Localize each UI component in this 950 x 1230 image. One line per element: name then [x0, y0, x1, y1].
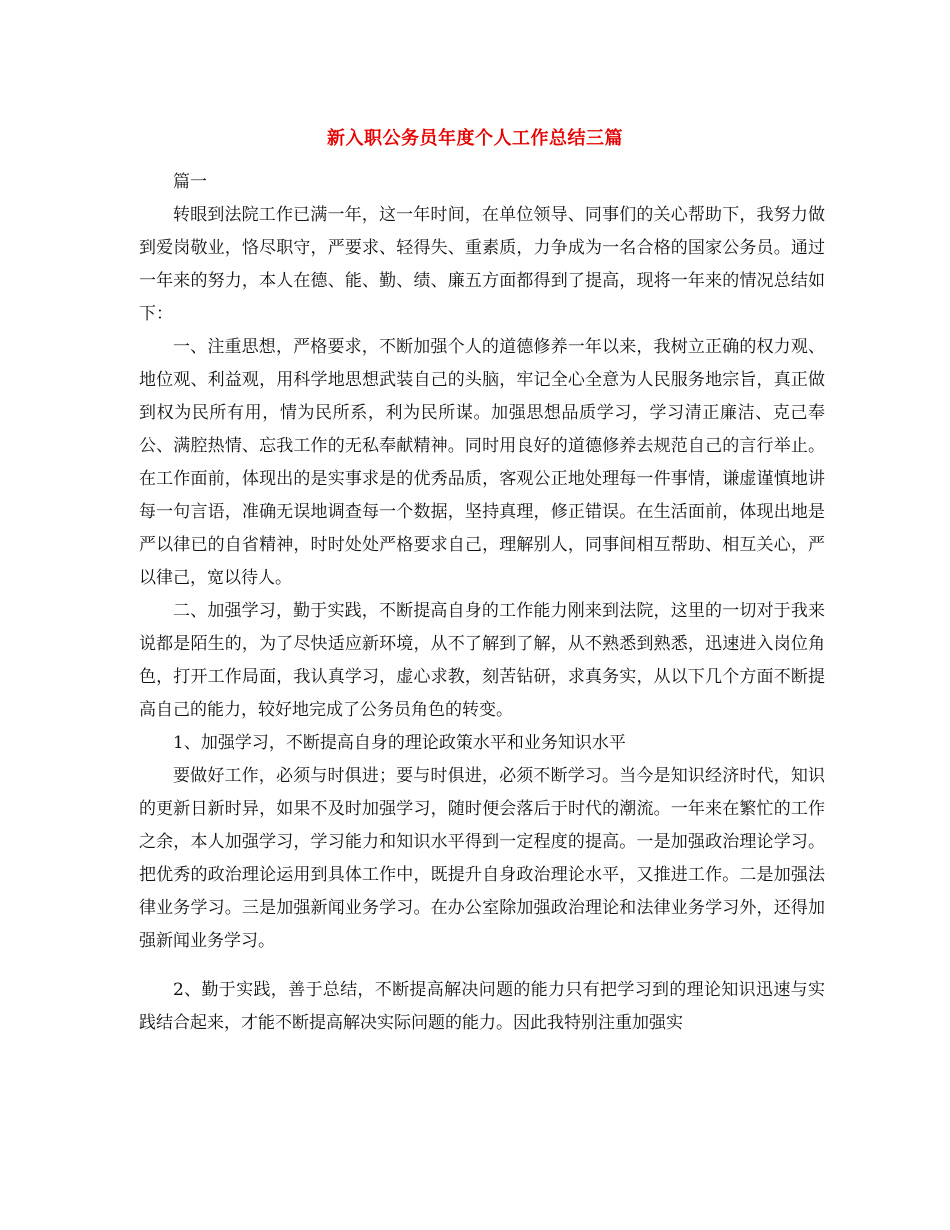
paragraph-intro: 转眼到法院工作已满一年，这一年时间，在单位领导、同事们的关心帮助下，我努力做到爱岗敬业，恪尽职守，严要求、轻得失、重素质，力争成为一名合格的国家公务员。通过一年来的努力，本人在德、能、勤、绩、廉五方面都得到了提高，现将一年来的情况总结如下： [139, 205, 825, 324]
paragraph-practice: 2、勤于实践，善于总结，不断提高解决问题的能力只有把学习到的理论知识迅速与实践结合起来，才能不断提高解决实际问题的能力。因此我特别注重加强实 [139, 980, 825, 1033]
paragraph-point-one: 一、注重思想，严格要求，不断加强个人的道德修养一年以来，我树立正确的权力观、地位观、利益观，用科学地思想武装自己的头脑，牢记全心全意为人民服务地宗旨，真正做到权为民所有用，情为民所系，利为民所谋。加强思想品质学习，学习清正廉洁、克己奉公、满腔热情、忘我工作的无私奉献精神。同时用良好的道德修养去规范自己的言行举止。在工作面前，体现出的是实事求是的优秀品质，客观公正地处理每一件事情，谦虚谨慎地讲每一句言语，准确无误地调查每一个数据，坚持真理，修正错误。在生活面前，体现出地是严以律已的自省精神，时时处处严格要求自己，理解别人，同事间相互帮助、相互关心，严以律己，宽以待人。 [139, 337, 825, 588]
paragraph-study: 要做好工作，必须与时俱进；要与时俱进，必须不断学习。当今是知识经济时代，知识的更新日新时异，如果不及时加强学习，随时便会落后于时代的潮流。一年来在繁忙的工作之余，本人加强学习，学习能力和知识水平得到一定程度的提高。一是加强政治理论学习。把优秀的政治理论运用到具体工作中，既提升自身政治理论水平，又推进工作。二是加强法律业务学习。三是加强新闻业务学习。在办公室除加强政治理论和法律业务学习外，还得加强新闻业务学习。 [139, 766, 825, 951]
document-title: 新入职公务员年度个人工作总结三篇 [327, 128, 623, 149]
document-body [139, 162, 825, 1044]
paragraph-point-two: 二、加强学习，勤于实践，不断提高自身的工作能力刚来到法院，这里的一切对于我来说都是陌生的，为了尽快适应新环境，从不了解到了解，从不熟悉到熟悉，迅速进入岗位角色，打开工作局面，我认真学习，虚心求教，刻苦钻研，求真务实，从以下几个方面不断提高自己的能力，较好地完成了公务员角色的转变。 [139, 601, 825, 720]
section-label: 篇一 [173, 172, 207, 192]
subheading-study: 1、加强学习，不断提高自身的理论政策水平和业务知识水平 [173, 733, 626, 753]
